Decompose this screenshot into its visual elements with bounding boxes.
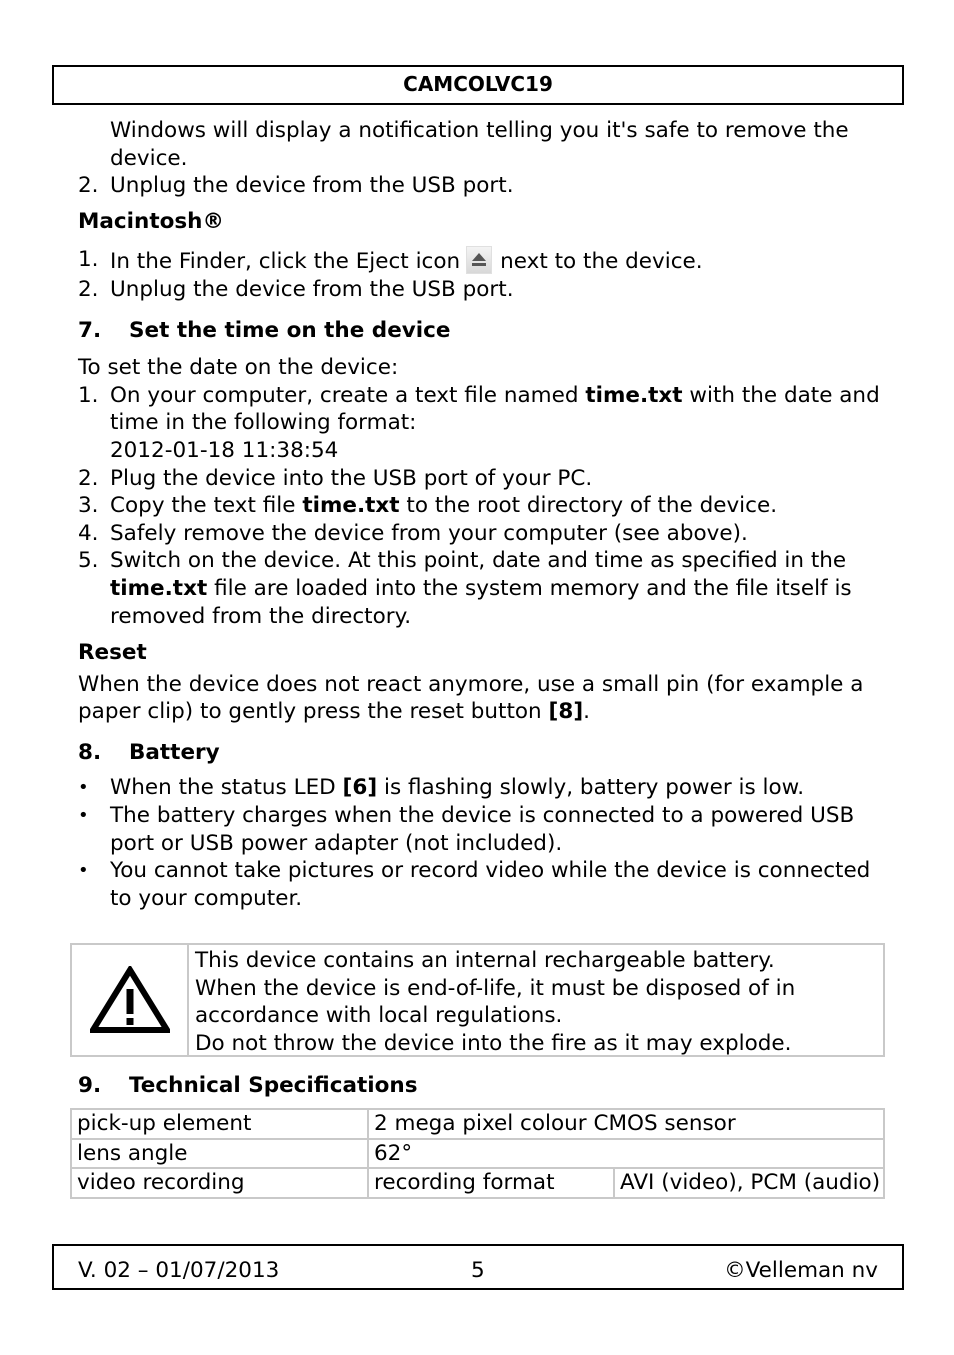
page-header [52,65,904,105]
windows-continuation: Windows will display a notification telling you it's safe to remove the device. [110,118,849,171]
list-item: • The battery charges when the device is connected to a powered USB port or USB power adapter (not included). [78,803,855,856]
page-footer [52,1244,904,1290]
header-title: CAMCOLVC19 [403,72,553,97]
specs-table [70,1108,885,1199]
eject-icon [466,246,492,274]
spec-label: lens angle [71,1139,368,1169]
list-item: 1. In the Finder, click the Eject icon next to the device. [78,247,703,275]
list-item: 3. Copy the text file time.txt to the root directory of the device. [78,493,778,519]
list-item: 2. Unplug the device from the USB port. [78,173,514,199]
warning-icon-cell [72,945,189,1055]
list-item: 2. Plug the device into the USB port of your PC. [78,465,593,491]
mac-steps [78,246,888,303]
windows-steps [78,172,888,200]
reset-text: When the device does not react anymore, use a small pin (for example a paper clip) to gently press the reset button [8]. [78,671,864,725]
spec-value: AVI (video), PCM (audio) [614,1168,884,1198]
footer-copyright: ©Velleman nv [724,1258,878,1283]
section-9-heading: 9. Technical Specifications [78,1073,418,1098]
footer-version: V. 02 – 01/07/2013 [78,1258,280,1283]
list-item: 2. Unplug the device from the USB port. [78,276,514,302]
main-content [78,117,888,912]
spec-label: pick-up element [71,1109,368,1139]
spec-value: 2 mega pixel colour CMOS sensor [368,1109,884,1139]
list-item: • When the status LED [6] is flashing slowly, battery power is low. [78,775,805,801]
list-item: • You cannot take pictures or record video while the device is connected to your computer. [78,858,871,911]
date-format: 2012-01-18 11:38:54 [110,437,339,463]
section-7-steps [78,382,888,630]
spec-value: 62° [368,1139,884,1169]
list-item: 4. Safely remove the device from your computer (see above). [78,520,748,546]
list-item: 5. Switch on the device. At this point, date and time as specified in the time.txt file are loaded into the system memory and the file itself is removed from the directory. [78,548,852,629]
table-row [71,1139,884,1169]
list-item: 1. On your computer, create a text file named time.txt with the date and time in the following format: 2012-01-18 11:38:54 [78,382,880,463]
footer-page-number: 5 [471,1258,485,1283]
spec-label: video recording [71,1168,368,1198]
mac-heading: Macintosh® [78,208,224,234]
section-7-intro: To set the date on the device: [78,355,399,381]
battery-list [78,774,888,912]
reset-heading: Reset [78,640,147,666]
table-row [71,1109,884,1139]
warning-text: This device contains an internal rechargeable battery. When the device is end-of-life, it must be disposed of in accordance with local regulations. Do not throw the device into the fire as it may explode. [195,948,796,1056]
warning-box [70,943,885,1057]
table-row [71,1168,884,1198]
warning-triangle-icon [90,966,170,1034]
section-8-heading: 8. Battery [78,739,220,765]
section-7-heading: 7. Set the time on the device [78,317,451,343]
spec-sub-label: recording format [368,1168,614,1198]
